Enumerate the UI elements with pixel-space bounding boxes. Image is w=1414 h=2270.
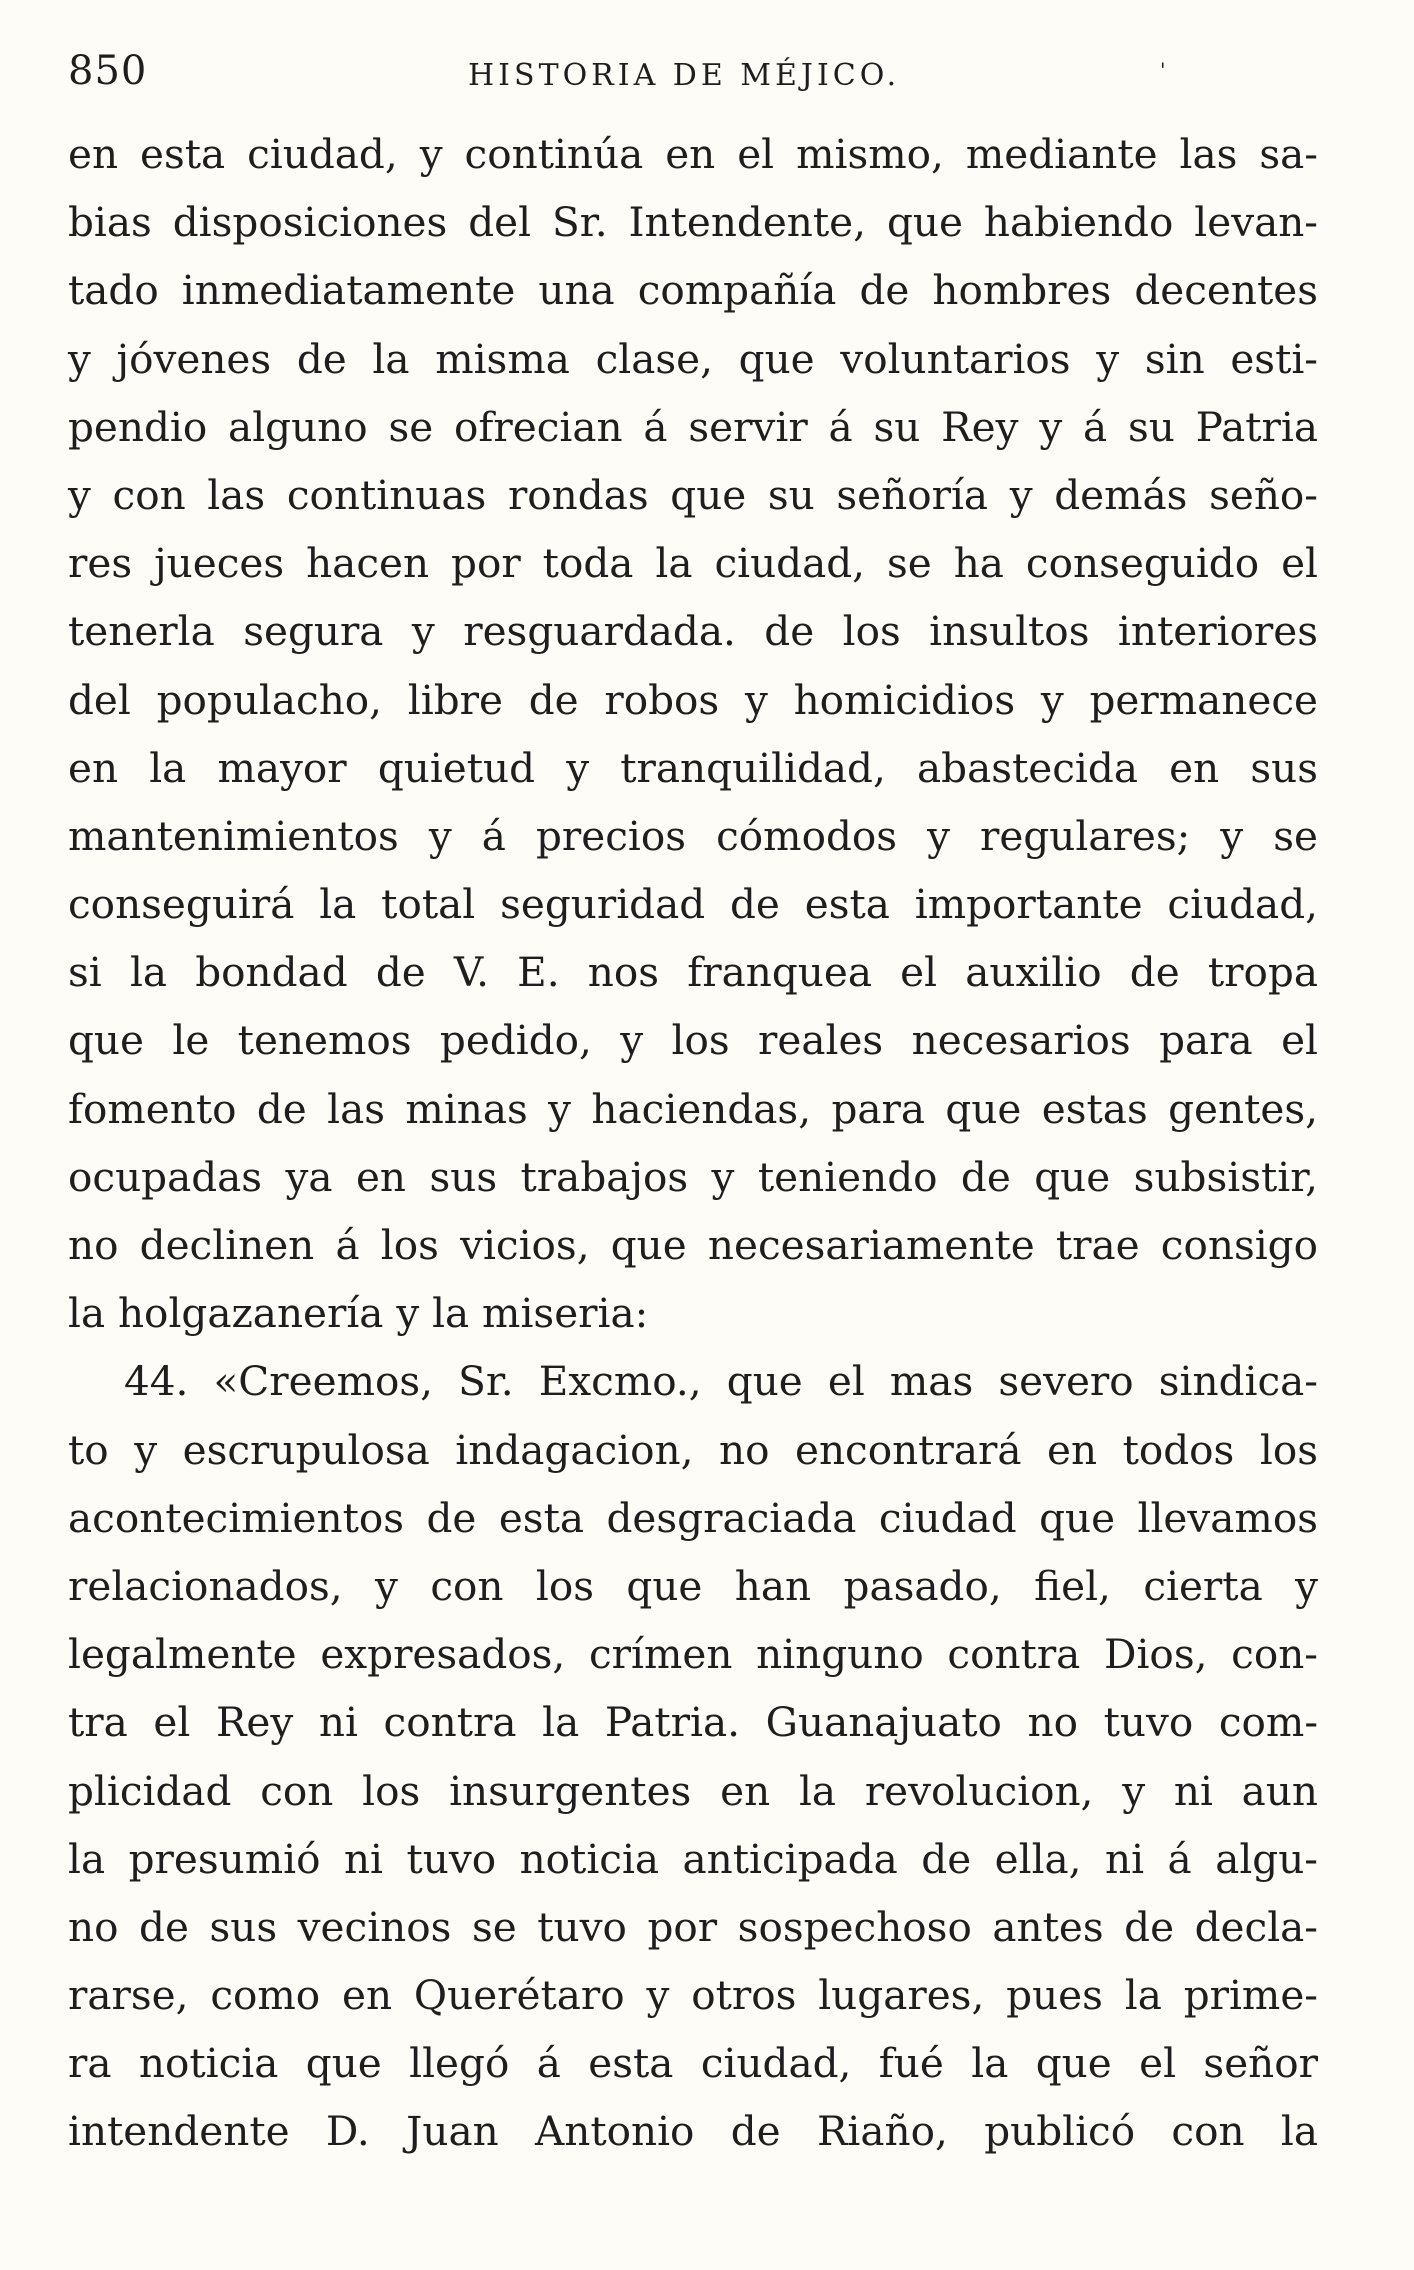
paragraph-end-line: la holgazanería y la miseria: — [68, 1289, 649, 1338]
text-line: tenerla segura y resguardada. de los insultos interiores — [68, 607, 1318, 656]
text-line: no declinen á los vicios, que necesariamente trae consigo — [68, 1221, 1318, 1269]
text-line: no de sus vecinos se tuvo por sospechoso antes de decla- — [68, 1902, 1318, 1951]
text-line: y con las continuas rondas que su señoría y demás seño- — [68, 470, 1318, 519]
text-line: bias disposiciones del Sr. Intendente, que habiendo levan- — [68, 198, 1318, 247]
paragraph-start-line: 44. «Creemos, Sr. Excmo., que el mas severo sindica- — [124, 1357, 1318, 1406]
page-number: 850 — [68, 48, 148, 94]
text-line: en esta ciudad, y continúa en el mismo, mediante las sa- — [68, 130, 1318, 178]
text-line: tado inmediatamente una compañía de hombres decentes — [68, 266, 1318, 315]
body-text — [68, 120, 1318, 2166]
text-line: si la bondad de V. E. nos franquea el auxilio de tropa — [68, 948, 1318, 997]
text-line: tra el Rey ni contra la Patria. Guanajuato no tuvo com- — [68, 1698, 1318, 1747]
text-line: fomento de las minas y haciendas, para que estas gentes, — [68, 1084, 1318, 1133]
text-line: mantenimientos y á precios cómodos y regulares; y se — [68, 811, 1318, 860]
running-title: HISTORIA DE MÉJICO. — [468, 58, 901, 93]
text-line: ra noticia que llegó á esta ciudad, fué la que el señor — [68, 2039, 1318, 2088]
text-line: ocupadas ya en sus trabajos y teniendo de que subsistir, — [68, 1152, 1318, 1201]
print-mark: ' — [1160, 58, 1166, 82]
text-line: plicidad con los insurgentes en la revolucion, y ni aun — [68, 1766, 1318, 1815]
text-line: la presumió ni tuvo noticia anticipada de ella, ni á algu- — [68, 1834, 1318, 1883]
text-line: relacionados, y con los que han pasado, fiel, cierta y — [68, 1561, 1318, 1610]
text-line: res jueces hacen por toda la ciudad, se ha conseguido el — [68, 539, 1318, 588]
text-line: legalmente expresados, crímen ninguno contra Dios, con- — [68, 1630, 1318, 1679]
text-line: pendio alguno se ofrecian á servir á su Rey y á su Patria — [68, 402, 1318, 451]
text-line: del populacho, libre de robos y homicidios y permanece — [68, 675, 1318, 724]
text-line: intendente D. Juan Antonio de Riaño, publicó con la — [68, 2107, 1318, 2156]
text-line: acontecimientos de esta desgraciada ciudad que llevamos — [68, 1493, 1318, 1542]
text-line: en la mayor quietud y tranquilidad, abastecida en sus — [68, 743, 1318, 792]
page-header — [68, 38, 1338, 108]
text-line: rarse, como en Querétaro y otros lugares, pues la prime- — [68, 1971, 1318, 2020]
text-line: to y escrupulosa indagacion, no encontrará en todos los — [68, 1425, 1318, 1474]
text-line: y jóvenes de la misma clase, que voluntarios y sin esti- — [68, 334, 1318, 383]
text-line: que le tenemos pedido, y los reales necesarios para el — [68, 1016, 1318, 1065]
text-line: conseguirá la total seguridad de esta importante ciudad, — [68, 880, 1318, 929]
